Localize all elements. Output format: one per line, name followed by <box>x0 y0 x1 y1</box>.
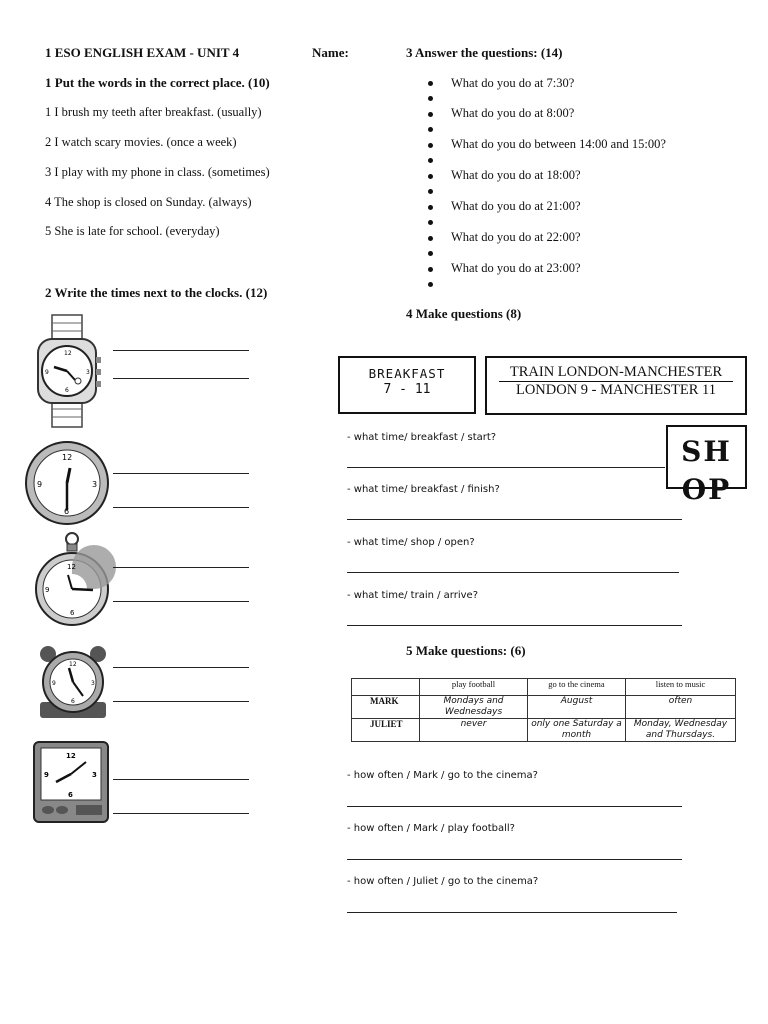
bullet-icon <box>428 112 433 117</box>
answer-line[interactable] <box>113 813 249 814</box>
table-cell: August <box>528 696 626 719</box>
svg-text:9: 9 <box>45 369 49 376</box>
bullet-icon <box>428 158 433 163</box>
train-times: LONDON 9 - MANCHESTER 11 <box>515 382 717 398</box>
sentence-item: 3 I play with my phone in class. (sometimes) <box>45 165 270 179</box>
answer-line[interactable] <box>113 507 249 508</box>
svg-text:3: 3 <box>86 369 90 376</box>
answer-line[interactable] <box>347 519 682 520</box>
table-cell: only one Saturday a month <box>528 719 626 742</box>
question-item: What do you do at 22:00? <box>451 230 581 244</box>
bullet-icon <box>428 251 433 256</box>
answer-line[interactable] <box>347 572 679 573</box>
answer-line[interactable] <box>113 567 249 568</box>
question-item: What do you do between 14:00 and 15:00? <box>451 137 666 151</box>
answer-line[interactable] <box>113 601 249 602</box>
svg-text:9: 9 <box>45 586 50 594</box>
table-row <box>352 696 736 719</box>
section4-heading: 4 Make questions (8) <box>406 306 522 321</box>
sentence-item: 2 I watch scary movies. (once a week) <box>45 135 237 149</box>
answer-line[interactable] <box>113 378 249 379</box>
svg-text:9: 9 <box>52 680 56 687</box>
sentence-item: 1 I brush my teeth after breakfast. (usually) <box>45 105 262 119</box>
section5-heading: 5 Make questions: (6) <box>406 643 526 658</box>
svg-text:6: 6 <box>70 609 75 617</box>
exam-title: 1 ESO ENGLISH EXAM - UNIT 4 <box>45 45 240 60</box>
question-item: What do you do at 21:00? <box>451 199 581 213</box>
shop-sign-text-top: SH <box>681 435 732 468</box>
svg-text:6: 6 <box>71 698 75 705</box>
table-cell: never <box>420 719 528 742</box>
table-header-cell: listen to music <box>626 679 736 696</box>
table-cell: Monday, Wednesday and Thursdays. <box>626 719 736 742</box>
answer-line[interactable] <box>347 806 682 807</box>
section2-heading: 2 Write the times next to the clocks. (12) <box>45 285 268 300</box>
breakfast-label: BREAKFAST <box>368 366 446 381</box>
prompt-text: - how often / Mark / go to the cinema? <box>347 770 538 781</box>
name-label: Name: <box>312 45 349 60</box>
bullet-icon <box>428 205 433 210</box>
table-row <box>352 719 736 742</box>
table-cell: often <box>626 696 736 719</box>
section1-heading: 1 Put the words in the correct place. (10) <box>45 75 270 90</box>
svg-text:6: 6 <box>64 507 70 516</box>
svg-text:6: 6 <box>68 791 73 799</box>
train-box <box>485 356 747 415</box>
svg-text:3: 3 <box>92 480 98 489</box>
answer-line[interactable] <box>347 625 682 626</box>
svg-text:6: 6 <box>65 387 69 394</box>
answer-line[interactable] <box>113 667 249 668</box>
prompt-text: - what time/ train / arrive? <box>347 590 479 601</box>
table-header-cell: go to the cinema <box>528 679 626 696</box>
table-header-cell <box>352 679 420 696</box>
answer-line[interactable] <box>347 912 677 913</box>
answer-line[interactable] <box>113 473 249 474</box>
svg-text:9: 9 <box>37 480 43 489</box>
answer-line[interactable] <box>347 467 665 468</box>
shop-sign <box>666 425 747 506</box>
table-cell: JULIET <box>352 719 420 742</box>
answer-line[interactable] <box>113 779 249 780</box>
answer-line[interactable] <box>347 859 682 860</box>
bullet-icon <box>428 267 433 272</box>
answer-line[interactable] <box>113 350 249 351</box>
table-header-row <box>352 679 736 696</box>
breakfast-box <box>338 356 476 414</box>
train-label: TRAIN LONDON-MANCHESTER <box>509 364 723 380</box>
svg-text:9: 9 <box>44 771 49 779</box>
bullet-icon <box>428 143 433 148</box>
prompt-text: - what time/ breakfast / finish? <box>347 484 500 495</box>
bullet-icon <box>428 127 433 132</box>
question-item: What do you do at 18:00? <box>451 168 581 182</box>
shop-sign-text-bottom: OP <box>681 473 732 506</box>
wristwatch-clock-image <box>28 313 112 429</box>
svg-text:12: 12 <box>67 563 76 571</box>
prompt-text: - how often / Juliet / go to the cinema? <box>347 876 539 887</box>
alarm-clock-image <box>36 644 110 720</box>
table-header-cell: play football <box>420 679 528 696</box>
breakfast-time: 7 - 11 <box>383 382 431 397</box>
desk-clock-image <box>32 740 110 824</box>
pocket-watch-image <box>33 531 111 629</box>
question-item: What do you do at 23:00? <box>451 261 581 275</box>
prompt-text: - how often / Mark / play football? <box>347 823 515 834</box>
bullet-icon <box>428 236 433 241</box>
wall-clock-image <box>24 440 110 526</box>
table-cell: MARK <box>352 696 420 719</box>
sentence-item: 4 The shop is closed on Sunday. (always) <box>45 195 252 209</box>
answer-line[interactable] <box>113 701 249 702</box>
bullet-icon <box>428 189 433 194</box>
section3-heading: 3 Answer the questions: (14) <box>406 45 563 60</box>
svg-text:3: 3 <box>92 771 97 779</box>
svg-text:12: 12 <box>69 661 77 668</box>
table-cell: Mondays and Wednesdays <box>420 696 528 719</box>
question-item: What do you do at 7:30? <box>451 76 575 90</box>
sentence-item: 5 She is late for school. (everyday) <box>45 224 220 238</box>
bullet-icon <box>428 282 433 287</box>
svg-text:12: 12 <box>62 453 73 462</box>
bullet-icon <box>428 220 433 225</box>
svg-text:3: 3 <box>91 680 95 687</box>
bullet-icon <box>428 174 433 179</box>
frequency-table <box>351 678 736 742</box>
svg-text:12: 12 <box>64 350 72 357</box>
bullet-icon <box>428 81 433 86</box>
question-item: What do you do at 8:00? <box>451 106 575 120</box>
bullet-icon <box>428 96 433 101</box>
svg-text:12: 12 <box>66 752 76 760</box>
prompt-text: - what time/ shop / open? <box>347 537 475 548</box>
prompt-text: - what time/ breakfast / start? <box>347 432 497 443</box>
